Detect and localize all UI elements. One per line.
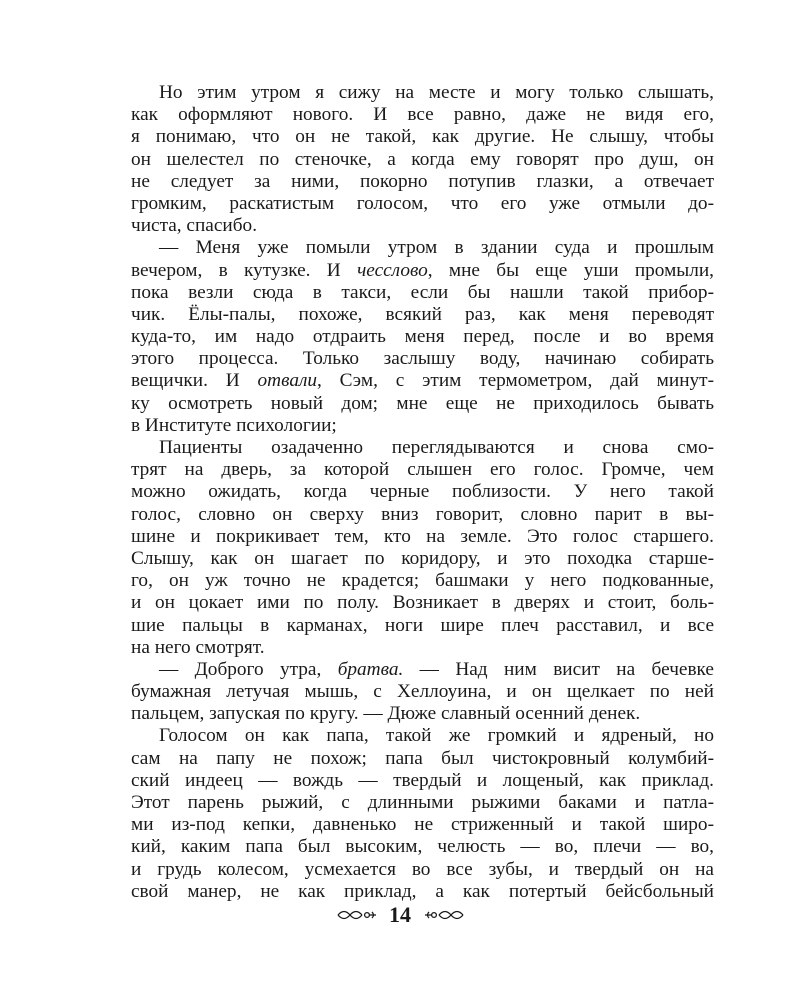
page-number: 14 [389, 901, 411, 927]
text-line: как оформляют нового. И все равно, даже не видя его, [131, 104, 714, 126]
text-line: Пациенты озадаченно переглядываются и снова смо- [159, 437, 714, 458]
text-line: пока везли сюда в такси, если бы нашли такой прибор- [131, 281, 714, 303]
text-line: свой манер, не как приклад, а как потертый бейсбольный [131, 880, 714, 902]
text-line: и грудь колесом, усмехается во все зубы, и твердый он на [131, 858, 714, 880]
text-line: вечером, в кутузке. И чесслово, мне бы еще уши промыли, [131, 259, 714, 281]
text-line: на него смотрят. [131, 636, 265, 658]
page-body-text [131, 82, 714, 903]
italic-emphasis: братва. [337, 658, 404, 680]
text-line: не следует за ними, покорно потупив глазки, а отвечает [131, 170, 714, 192]
text-line: чик. Ёлы-палы, похоже, всякий раз, как меня переводят [131, 303, 714, 325]
text-line: шине и покрикивает тем, кто на земле. Это голос старшего. [131, 525, 714, 547]
text-line: он шелестел по стеночке, а когда ему говорят про душ, он [131, 148, 714, 170]
text-line: бумажная летучая мышь, с Хеллоуина, и он щелкает по ней [131, 681, 714, 703]
page-footer [0, 899, 800, 929]
text-line: сам на папу не похож; папа был чистокровный колумбий- [131, 747, 714, 769]
text-line: и он цокает ими по полу. Возникает в дверях и стоит, боль- [131, 592, 714, 614]
text-line: вещички. И отвали, Сэм, с этим термометром, дай минут- [131, 370, 714, 392]
text-line: ми из-под кепки, давненько не стриженный и такой широ- [131, 814, 714, 836]
text-line: куда-то, им надо отдраить меня перед, после и во время [131, 326, 714, 348]
italic-emphasis: отвали [257, 370, 318, 392]
text-line: я понимаю, что он не такой, как другие. Не слышу, чтобы [131, 126, 714, 148]
text-line: пальцем, запуская по кругу. — Дюже славный осенний денек. [131, 703, 641, 725]
text-line: кий, каким папа был высоким, челюсть — во, плечи — во, [131, 836, 714, 858]
ornament-right-icon [423, 906, 465, 924]
text-line: шие пальцы в карманах, ноги шире плеч расставил, и все [131, 614, 714, 636]
text-line: Слышу, как он шагает по коридору, и это походка старше- [131, 547, 714, 569]
text-line: Но этим утром я сижу на месте и могу только слышать, [159, 82, 714, 103]
text-line: ку осмотреть новый дом; мне еще не приходилось бывать [131, 392, 714, 414]
text-line: — Меня уже помыли утром в здании суда и прошлым [159, 237, 714, 259]
italic-emphasis: чесслово [357, 259, 428, 281]
text-line: голос, словно он сверху вниз говорит, словно парит в вы- [131, 503, 714, 525]
text-line: в Институте психологии; [131, 414, 337, 436]
text-line: чиста, спасибо. [131, 215, 258, 237]
text-line: го, он уж точно не крадется; башмаки у него подкованные, [131, 570, 714, 592]
text-line: громким, раскатистым голосом, что его уже отмыли до- [131, 192, 714, 214]
text-line: Этот парень рыжий, с длинными рыжими баками и патла- [131, 792, 714, 813]
text-line: трят на дверь, за которой слышен его голос. Громче, чем [131, 459, 714, 481]
text-line: можно ожидать, когда черные поблизости. У него такой [131, 481, 714, 503]
text-line: ский индеец — вождь — твердый и лощеный, как приклад. [131, 769, 714, 791]
ornament-left-icon [336, 906, 378, 924]
text-line: этого процесса. Только заслышу воду, начинаю собирать [131, 348, 714, 370]
text-line: Голосом он как папа, такой же громкий и ядреный, но [159, 725, 714, 747]
text-line: — Доброго утра, братва. — Над ним висит на бечевке [159, 658, 714, 680]
